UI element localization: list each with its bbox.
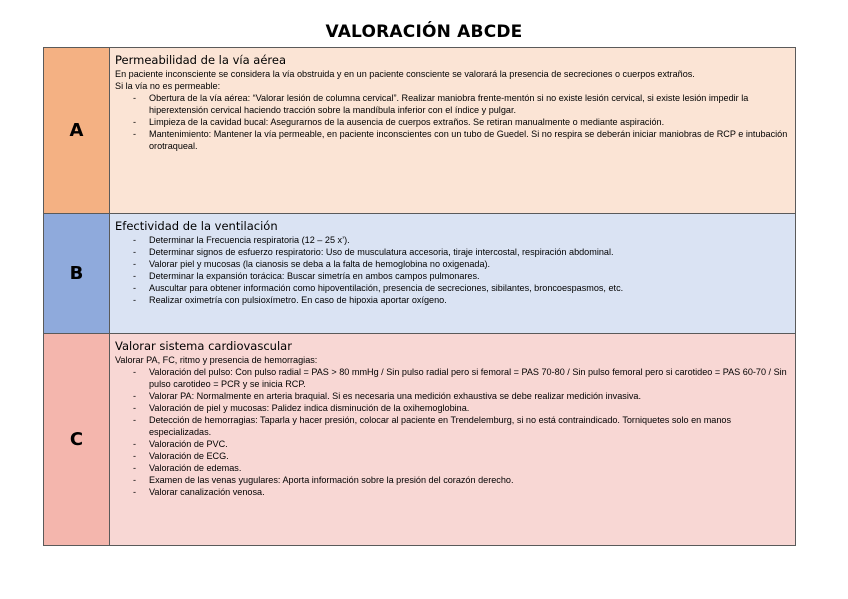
list-item: - Auscultar para obtener información como hipoventilación, presencia de secreciones, sibilantes, broncoespasmos, etc. [133,282,791,294]
list-item: - Mantenimiento: Mantener la vía permeable, en paciente inconscientes con un tubo de Guedel. Si no respira se deberán iniciar maniobras de RCP e intubación orotraqueal. [133,128,791,152]
list-item: - Determinar signos de esfuerzo respiratorio: Uso de musculatura accesoria, tiraje intercostal, respiración abdominal. [133,246,791,258]
table-row-b [44,214,796,334]
list-item: - Valorar piel y mucosas (la cianosis se deba a la falta de hemoglobina no oxigenada). [133,258,791,270]
section-heading-a: Permeabilidad de la vía aérea [115,53,286,67]
list-item: - Valoración de piel y mucosas: Palidez indica disminución de la oxihemoglobina. [133,402,791,414]
list-item: - Valorar canalización venosa. [133,486,791,498]
abcde-table [43,47,796,546]
list-item: - Valoración de PVC. [133,438,791,450]
list-item: - Determinar la Frecuencia respiratoria (12 – 25 x’). [133,234,791,246]
intro-line: Si la vía no es permeable: [115,81,221,91]
list-item: - Determinar la expansión torácica: Buscar simetría en ambos campos pulmonares. [133,270,791,282]
bullet-list-a [115,92,791,152]
list-item: - Obertura de la vía aérea: “Valorar lesión de columna cervical”. Realizar maniobra frente-mentón si no existe lesión cervical, si existe lesión impedir la hiperextensión cervical haciendo tracción sobre la mandíbula inferior con el índice y pulgar. [133,92,791,116]
list-item: - Examen de las venas yugulares: Aporta información sobre la presión del corazón derecho. [133,474,791,486]
list-item: - Valoración de edemas. [133,462,791,474]
row-content-b [110,214,796,334]
list-item: - Detección de hemorragias: Taparla y hacer presión, colocar al paciente en Trendelemburg, si no está contraindicado. Torniquetes solo en manos especializadas. [133,414,791,438]
bullet-list-b [115,234,791,306]
page-title: VALORACIÓN ABCDE [325,22,523,42]
table-row-a [44,48,796,214]
list-item: - Valoración del pulso: Con pulso radial = PAS > 80 mmHg / Sin pulso radial pero si femoral = PAS 70-80 / Sin pulso femoral pero si carotideo = PAS 60-70 / Sin pulso carotideo = PCR y se inicia RCP. [133,366,791,390]
intro-line: En paciente inconsciente se considera la vía obstruida y en un paciente consciente se valorará la presencia de secreciones o cuerpos extraños. [115,69,695,79]
list-item: - Valoración de ECG. [133,450,791,462]
section-heading-c: Valorar sistema cardiovascular [115,339,292,353]
section-heading-b: Efectividad de la ventilación [115,219,278,233]
row-content-a [110,48,796,214]
row-letter-b: B [44,214,110,334]
list-item: - Valorar PA: Normalmente en arteria braquial. Si es necesaria una medición exhaustiva se debe realizar medición invasiva. [133,390,791,402]
list-item: - Realizar oximetría con pulsioxímetro. En caso de hipoxia aportar oxígeno. [133,294,791,306]
list-item: - Limpieza de la cavidad bucal: Asegurarnos de la ausencia de cuerpos extraños. Se retiran manualmente o mediante aspiración. [133,116,791,128]
row-letter-a: A [44,48,110,214]
intro-line: Valorar PA, FC, ritmo y presencia de hemorragias: [115,355,318,365]
row-letter-c: C [44,334,110,546]
row-content-c [110,334,796,546]
table-row-c [44,334,796,546]
bullet-list-c [115,366,791,498]
